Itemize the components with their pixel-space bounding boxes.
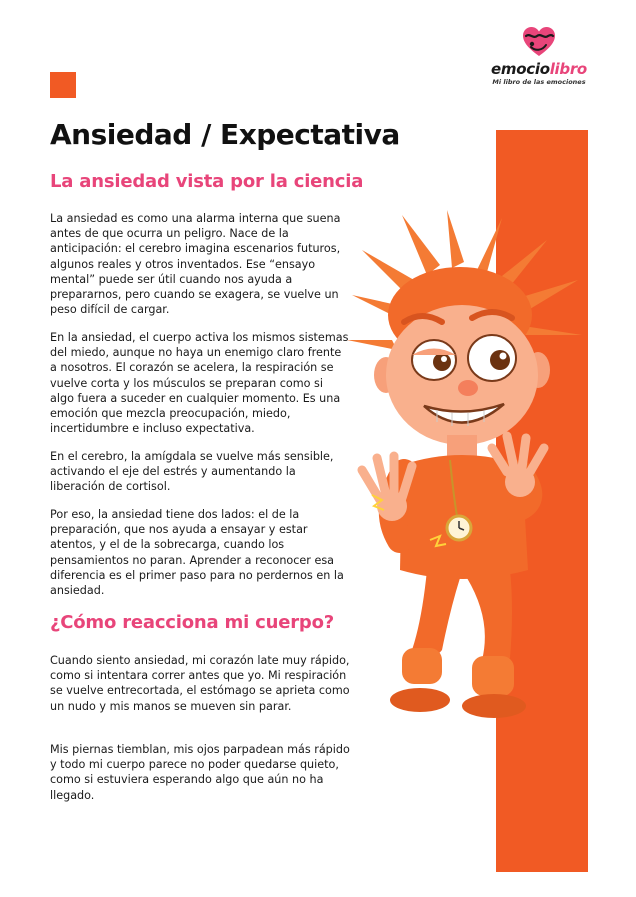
page-title: Ansiedad / Expectativa [50, 118, 400, 151]
section-body-heading: ¿Cómo reacciona mi cuerpo? [50, 612, 334, 633]
science-paragraph-3: En el cerebro, la amígdala se vuelve más sensible, activando el eje del estrés y aumentando la liberación de cortisol. [50, 450, 334, 494]
section-science-heading: La ansiedad vista por la ciencia [50, 171, 364, 192]
brand-tagline: Mi libro de las emociones [492, 78, 586, 86]
brand-wordmark [486, 61, 592, 77]
science-paragraph-1: La ansiedad es como una alarma interna que suena antes de que ocurra un peligro. Nace de la anticipación: el cerebro imagina escenarios futuros, algunos reales y otros inventados. Ese “ensayo mental” puede ser útil cuando nos ayuda a prepararnos, pero cuando se exagera, se vuelve un peso difícil de cargar. [50, 212, 341, 317]
brand-name-part2: libro [549, 60, 587, 78]
science-paragraph-2: En la ansiedad, el cuerpo activa los mismos sistemas del miedo, aunque no haya un enemigo claro frente a nosotros. El corazón se acelera, la respiración se vuelve corta y los músculos se preparan como si algo fuera a suceder en cualquier momento. Es una emoción que mezcla preocupación, miedo, incertidumbre e incluso expectativa. [50, 331, 349, 436]
body-paragraph-2: Mis piernas tiemblan, mis ojos parpadean más rápido y todo mi cuerpo parece no poder quedarse quieto, como si estuviera esperando algo que aún no ha llegado. [50, 743, 350, 802]
brand-name-part1: emocio [491, 60, 550, 78]
body-paragraph-1: Cuando siento ansiedad, mi corazón late muy rápido, como si intentara correr antes que yo. Mi respiración se vuelve entrecortada, el estómago se aprieta como un nudo y mis manos se mueven sin parar. [50, 654, 350, 713]
brand-logo [486, 26, 592, 86]
science-paragraph-4: Por eso, la ansiedad tiene dos lados: el de la preparación, que nos ayuda a ensayar y estar atentos, y el de la sobrecarga, cuando los pensamientos no paran. Aprender a reconocer esa diferencia es el primer paso para no perdernos en la ansiedad. [50, 508, 344, 598]
accent-square [50, 72, 76, 98]
heart-logo-icon [522, 26, 556, 58]
anxious-character-illustration [342, 210, 588, 720]
